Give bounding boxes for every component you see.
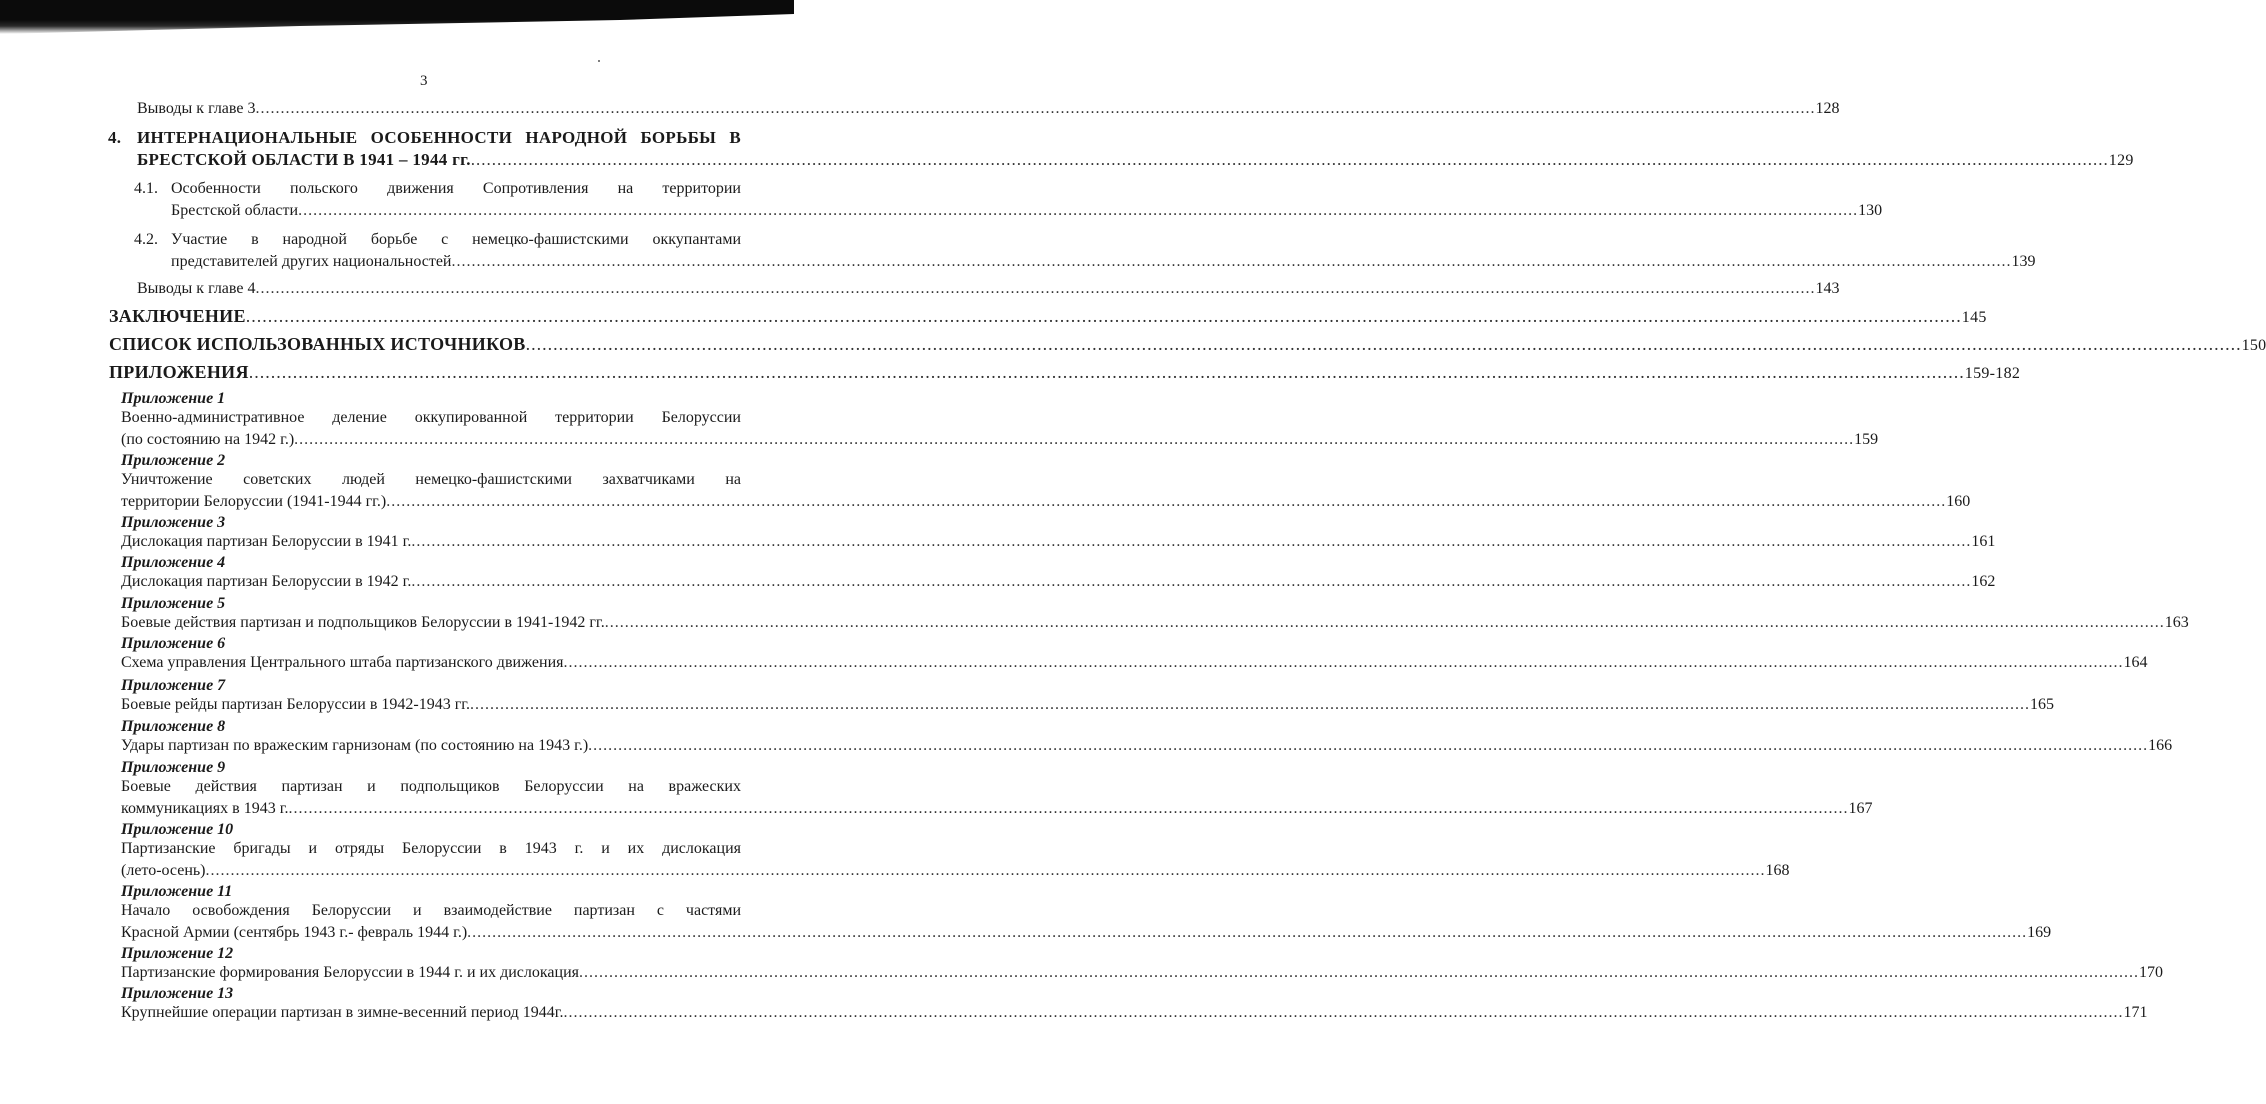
toc-entry-title: Удары партизан по вражеским гарнизонам (по состоянию на 1943 г.) [121,737,589,754]
toc-entry-title: Схема управления Центрального штаба партизанского движения [121,654,564,671]
dot-leader: ........................................................................................................................................................................................................................................................................................................................ [579,964,2139,981]
dot-leader: ........................................................................................................................................................................................................................................................................................................................ [604,614,2165,631]
dot-leader: ........................................................................................................................................................................................................................................................................................................................ [467,924,2028,941]
toc-entry-appendix-3[interactable] [121,531,1996,553]
toc-entry-sources[interactable] [109,333,2266,355]
appendix-title-line1[interactable]: Военно-административное деление оккупированной территории Белоруссии [121,409,741,426]
dot-leader: ........................................................................................................................................................................................................................................................................................................................ [386,493,1947,510]
toc-entry-page: 159 [1854,431,1879,448]
toc-entry-page: 160 [1946,493,1971,510]
dot-leader: ........................................................................................................................................................................................................................................................................................................................ [248,362,1965,382]
appendix-label: Приложение 2 [121,452,226,469]
toc-entry-appendix-7[interactable] [121,694,2055,716]
section-number: 4.1. [134,180,158,197]
toc-entry-appendix-6[interactable] [121,652,2148,674]
toc-entry-title: Партизанские формирования Белоруссии в 1944 г. и их дислокация [121,964,579,981]
toc-entry-page: 150 [2241,337,2266,354]
appendix-title-line1[interactable]: Партизанские бригады и отряды Белоруссии в 1943 г. и их дислокация [121,840,741,857]
toc-entry-title: территории Белоруссии (1941-1944 гг.) [121,493,387,510]
toc-entry-page: 162 [1971,573,1996,590]
toc-entry-page: 145 [1961,309,1987,326]
appendix-label: Приложение 3 [121,514,226,531]
scan-speck [598,60,600,62]
toc-entry-title: (по состоянию на 1942 г.) [121,431,295,448]
toc-entry-title: Дислокация партизан Белоруссии в 1942 г. [121,573,412,590]
toc-entry-title: Выводы к главе 4 [137,280,256,297]
dot-leader: ........................................................................................................................................................................................................................................................................................................................ [255,280,1816,297]
appendix-title-line1[interactable]: Боевые действия партизан и подпольщиков Белоруссии на вражеских [121,778,741,795]
toc-entry-page: 170 [2139,964,2163,981]
toc-entry-page: 166 [2148,737,2173,754]
toc-entry-title: ПРИЛОЖЕНИЯ [109,362,249,382]
toc-entry-title: представителей других национальностей [171,253,452,270]
dot-leader: ........................................................................................................................................................................................................................................................................................................................ [470,150,2109,169]
toc-entry-section-4-1[interactable] [171,200,1883,222]
section-number: 4.2. [134,231,158,248]
toc-entry-page: 130 [1858,202,1883,219]
scan-edge-bar [0,0,794,34]
dot-leader: ........................................................................................................................................................................................................................................................................................................................ [470,696,2031,713]
toc-entry-page: 165 [2030,696,2055,713]
chapter-title-line1[interactable]: ИНТЕРНАЦИОНАЛЬНЫЕ ОСОБЕННОСТИ НАРОДНОЙ БОРЬБЫ В [137,128,741,147]
dot-leader: ........................................................................................................................................................................................................................................................................................................................ [255,100,1816,117]
appendix-label: Приложение 10 [121,821,234,838]
appendix-label: Приложение 12 [121,945,234,962]
toc-entry-page: 169 [2027,924,2052,941]
toc-entry-title: коммуникациях в 1943 г. [121,800,289,817]
toc-entry-appendix-12[interactable] [121,962,2163,984]
dot-leader: ........................................................................................................................................................................................................................................................................................................................ [563,1004,2124,1021]
appendix-title-line1[interactable]: Начало освобождения Белоруссии и взаимодействие партизан с частями [121,902,741,919]
appendix-label: Приложение 11 [121,883,233,900]
toc-entry-appendix-13[interactable] [121,1002,2148,1024]
toc-entry-title: СПИСОК ИСПОЛЬЗОВАННЫХ ИСТОЧНИКОВ [109,334,526,354]
toc-entry-appendix-9[interactable] [121,798,1873,820]
dot-leader: ........................................................................................................................................................................................................................................................................................................................ [298,202,1859,219]
dot-leader: ........................................................................................................................................................................................................................................................................................................................ [294,431,1855,448]
toc-entry-page: 163 [2164,614,2189,631]
page-number: 3 [420,73,428,89]
chapter-number: 4. [108,128,122,147]
toc-entry-title: БРЕСТСКОЙ ОБЛАСТИ В 1941 – 1944 гг. [137,150,471,169]
appendix-label: Приложение 13 [121,985,234,1002]
toc-entry-page: 143 [1815,280,1840,297]
toc-entry-title: Выводы к главе 3 [137,100,256,117]
toc-entry-page: 164 [2123,654,2148,671]
dot-leader: ........................................................................................................................................................................................................................................................................................................................ [525,334,2242,354]
toc-entry-appendix-5[interactable] [121,612,2189,634]
toc-entry-page: 168 [1765,862,1790,879]
appendix-label: Приложение 8 [121,718,226,735]
toc-entry-conclusions-ch4[interactable] [137,278,1840,300]
appendix-label: Приложение 1 [121,390,226,407]
toc-entry-appendix-4[interactable] [121,571,1996,593]
toc-entry-title: Крупнейшие операции партизан в зимне-весенний период 1944г. [121,1004,564,1021]
toc-entry-title: Брестской области [171,202,299,219]
toc-entry-page: 159-182 [1964,365,2021,382]
toc-entry-appendix-11[interactable] [121,922,2052,944]
toc-entry-appendix-10[interactable] [121,860,1790,882]
dot-leader: ........................................................................................................................................................................................................................................................................................................................ [288,800,1849,817]
dot-leader: ........................................................................................................................................................................................................................................................................................................................ [245,306,1962,326]
dot-leader: ........................................................................................................................................................................................................................................................................................................................ [451,253,2012,270]
toc-entry-section-4-2[interactable] [171,251,2036,273]
dot-leader: ........................................................................................................................................................................................................................................................................................................................ [411,573,1972,590]
toc-entry-title: (лето-осень) [121,862,206,879]
toc-entry-page: 171 [2123,1004,2148,1021]
toc-entry-appendix-2[interactable] [121,491,1971,513]
toc-entry-title: Красной Армии (сентябрь 1943 г.- февраль 1944 г.) [121,924,468,941]
appendix-label: Приложение 6 [121,635,226,652]
dot-leader: ........................................................................................................................................................................................................................................................................................................................ [588,737,2149,754]
toc-entry-title: Боевые рейды партизан Белоруссии в 1942-1943 гг. [121,696,471,713]
toc-entry-appendices[interactable] [109,361,2021,383]
toc-entry-conclusions-ch3[interactable] [137,98,1840,120]
section-title-line1[interactable]: Участие в народной борьбе с немецко-фашистскими оккупантами [171,231,741,248]
toc-entry-page: 128 [1815,100,1840,117]
toc-entry-chapter-4[interactable] [137,149,2134,171]
toc-entry-title: Дислокация партизан Белоруссии в 1941 г. [121,533,412,550]
appendix-label: Приложение 5 [121,595,226,612]
dot-leader: ........................................................................................................................................................................................................................................................................................................................ [205,862,1766,879]
section-title-line1[interactable]: Особенности польского движения Сопротивления на территории [171,180,741,197]
toc-entry-appendix-8[interactable] [121,735,2173,757]
dot-leader: ........................................................................................................................................................................................................................................................................................................................ [411,533,1972,550]
toc-entry-title: ЗАКЛЮЧЕНИЕ [109,306,246,326]
dot-leader: ........................................................................................................................................................................................................................................................................................................................ [563,654,2124,671]
appendix-label: Приложение 7 [121,677,226,694]
appendix-title-line1[interactable]: Уничтожение советских людей немецко-фашистскими захватчиками на [121,471,741,488]
toc-entry-title: Боевые действия партизан и подпольщиков Белоруссии в 1941-1942 гг. [121,614,605,631]
appendix-label: Приложение 9 [121,759,226,776]
toc-entry-page: 129 [2108,152,2134,169]
appendix-label: Приложение 4 [121,554,226,571]
toc-entry-page: 161 [1971,533,1996,550]
toc-entry-page: 139 [2011,253,2036,270]
toc-entry-conclusion[interactable] [109,305,1987,327]
toc-entry-page: 167 [1848,800,1873,817]
toc-entry-appendix-1[interactable] [121,429,1879,451]
